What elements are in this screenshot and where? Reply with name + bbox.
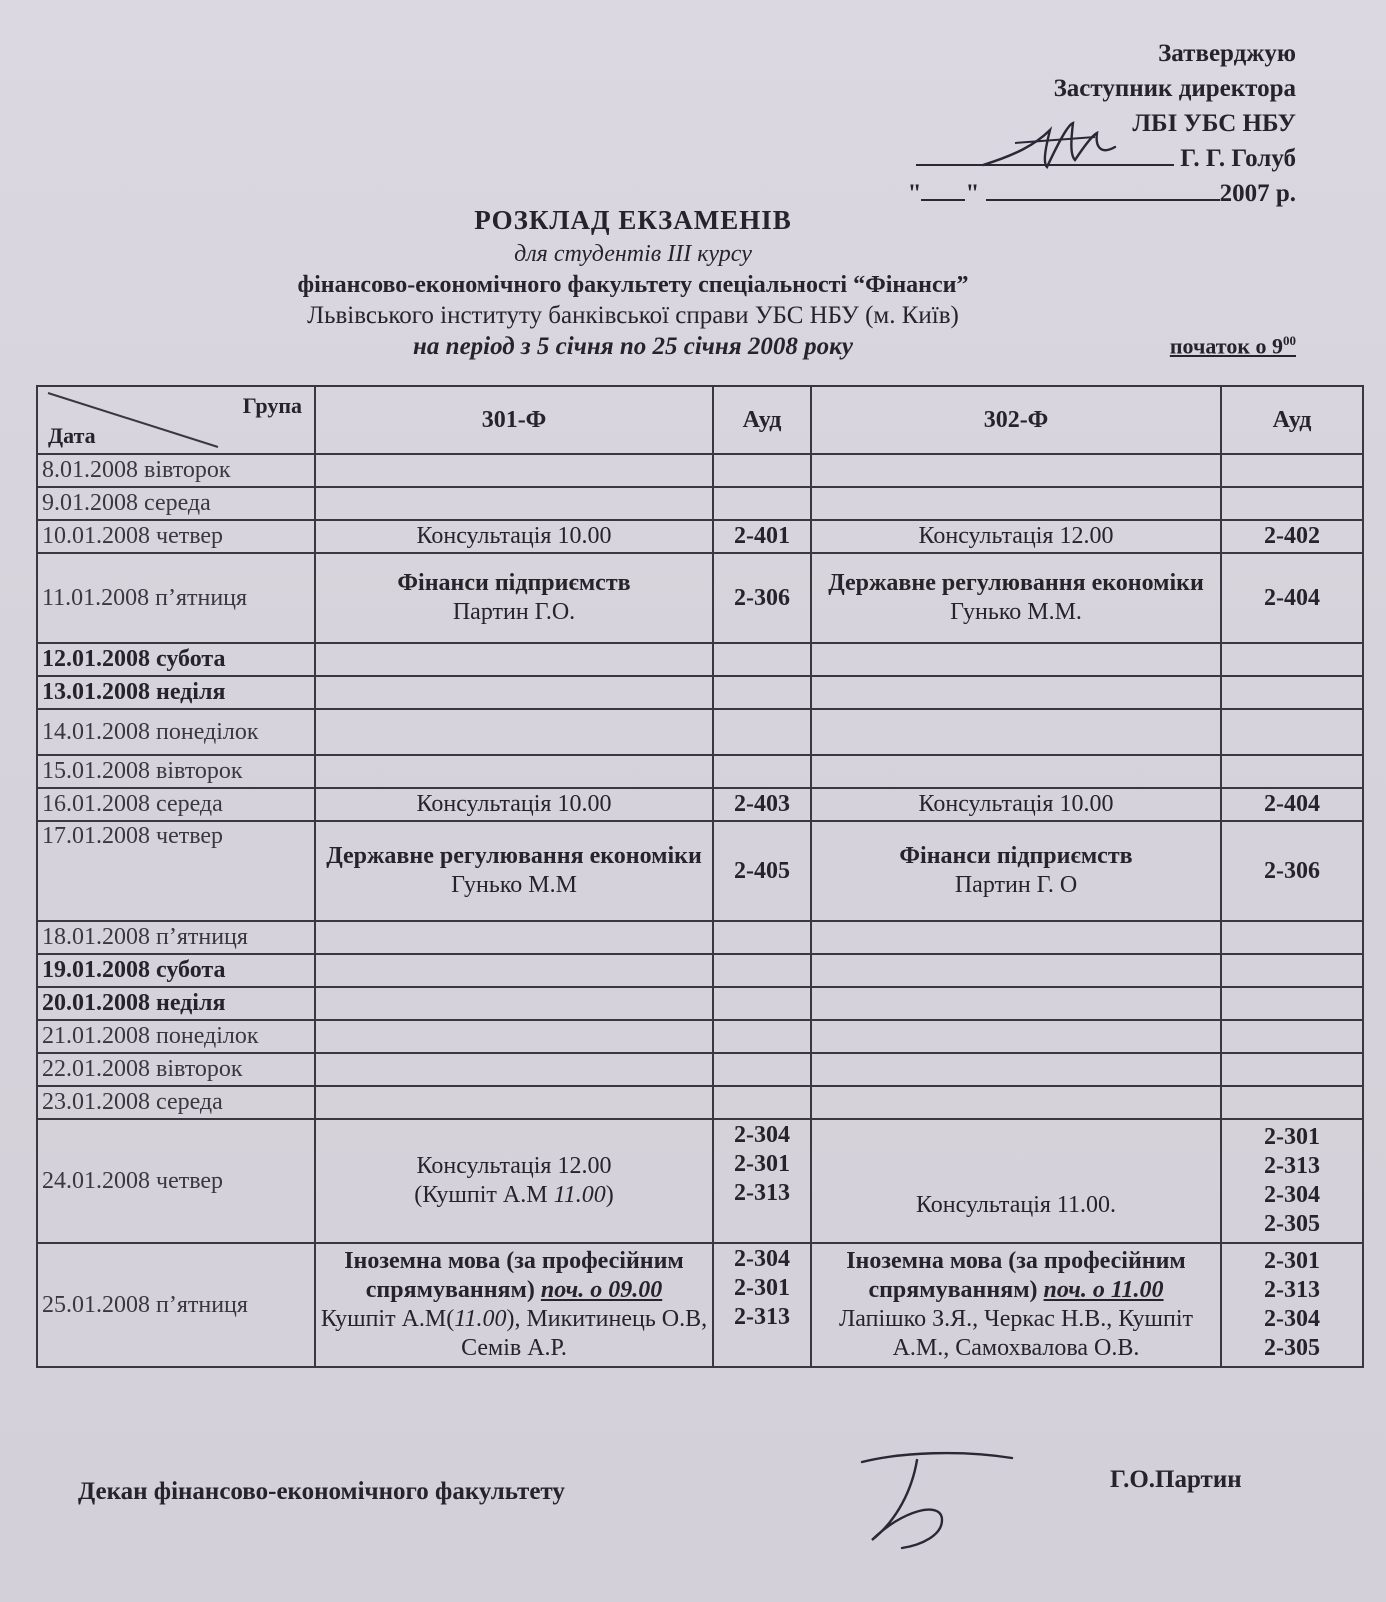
group2-cell: Консультація 11.00.	[811, 1119, 1221, 1243]
room: 2-305	[1264, 1335, 1320, 1361]
consultation-note	[320, 1181, 708, 1210]
start-time-sup: 00	[1283, 333, 1296, 348]
row-date: 8.01.2008 вівторок	[37, 454, 315, 487]
room: 2-301	[734, 1151, 790, 1177]
exam-subject: Державне регулювання економіки	[828, 570, 1204, 596]
table-row	[37, 788, 1363, 821]
group2-cell: Консультація 10.00	[811, 788, 1221, 821]
table-row	[37, 709, 1363, 755]
aud1-cell: 2-403	[713, 788, 811, 821]
row-date: 21.01.2008 понеділок	[37, 1020, 315, 1053]
subject-text: Іноземна мова (за професійним спрямуванням)	[846, 1248, 1186, 1303]
table-row	[37, 454, 1363, 487]
approval-line1: Затверджую	[1158, 40, 1296, 67]
table-row	[37, 1020, 1363, 1053]
aud2-cell	[1221, 1119, 1363, 1243]
teacher-part: Кушпіт А.М(	[320, 1306, 455, 1332]
table-row	[37, 987, 1363, 1020]
group1-cell	[315, 821, 713, 921]
room: 2-304	[1264, 1306, 1320, 1332]
room: 2-305	[1264, 1211, 1320, 1237]
group1-cell: Консультація 10.00	[315, 788, 713, 821]
row-date: 15.01.2008 вівторок	[37, 755, 315, 788]
room: 2-313	[734, 1180, 790, 1206]
table-row	[37, 553, 1363, 643]
exam-subject: Фінанси підприємств	[397, 570, 631, 596]
row-date: 16.01.2008 середа	[37, 788, 315, 821]
row-date: 24.01.2008 четвер	[37, 1119, 315, 1243]
table-row	[37, 1119, 1363, 1243]
exam-teachers	[320, 1305, 708, 1363]
aud2-cell: 2-306	[1221, 821, 1363, 921]
exam-teachers: Лапішко З.Я., Черкас Н.В., Кушпіт А.М., Самохвалова О.В.	[839, 1306, 1193, 1361]
header-aud2: Ауд	[1221, 386, 1363, 454]
row-date: 25.01.2008 п’ятниця	[37, 1243, 315, 1367]
period-line: на період з 5 січня по 25 січня 2008 року	[413, 333, 853, 360]
date-day-blank	[921, 177, 965, 201]
table-row	[37, 1053, 1363, 1086]
table-row	[37, 643, 1363, 676]
row-date: 9.01.2008 середа	[37, 487, 315, 520]
table-row	[37, 1086, 1363, 1119]
start-time-label: початок о 9	[1169, 333, 1283, 359]
table-row	[37, 954, 1363, 987]
subject-text: Іноземна мова (за професійним спрямуванням)	[344, 1248, 684, 1303]
header-group2: 302-Ф	[811, 386, 1221, 454]
group1-cell	[315, 1119, 713, 1243]
dean-name: Г.О.Партин	[1110, 1466, 1242, 1493]
institute-line: Львівського інституту банківської справи УБС НБУ (м. Київ)	[307, 302, 959, 329]
students-line: для студентів III курсу	[514, 241, 752, 267]
room: 2-313	[1264, 1277, 1320, 1303]
group1-cell: Консультація 10.00	[315, 520, 713, 553]
note-time: 11.00	[553, 1182, 606, 1208]
exam-start-time: поч. о 09.00	[540, 1277, 663, 1303]
room: 2-301	[1264, 1248, 1320, 1274]
note-part: (Кушпіт А.М	[414, 1182, 554, 1208]
table-row	[37, 921, 1363, 954]
row-date: 13.01.2008 неділя	[37, 676, 315, 709]
table-header-row	[37, 386, 1363, 454]
exam-subject	[320, 1247, 708, 1305]
aud1-cell	[713, 1119, 811, 1243]
row-date: 23.01.2008 середа	[37, 1086, 315, 1119]
room: 2-313	[1264, 1153, 1320, 1179]
group2-cell: Консультація 12.00	[811, 520, 1221, 553]
header-date-label: Дата	[48, 423, 96, 448]
header-group-label: Група	[242, 393, 302, 418]
room: 2-301	[1264, 1124, 1320, 1150]
exam-schedule-table	[36, 385, 1364, 1368]
header-diagonal-cell	[37, 386, 315, 454]
aud2-cell: 2-404	[1221, 553, 1363, 643]
table-row	[37, 520, 1363, 553]
header-group1: 301-Ф	[315, 386, 713, 454]
row-date: 17.01.2008 четвер	[37, 821, 315, 921]
group2-cell	[811, 821, 1221, 921]
row-date: 10.01.2008 четвер	[37, 520, 315, 553]
quote-open: "	[907, 180, 922, 207]
quote-close: "	[965, 180, 980, 207]
table-row	[37, 755, 1363, 788]
row-date: 22.01.2008 вівторок	[37, 1053, 315, 1086]
table-row	[37, 821, 1363, 921]
exam-subject: Фінанси підприємств	[899, 843, 1133, 869]
teacher-time: 11.00	[454, 1306, 507, 1332]
exam-teacher: Гунько М.М.	[950, 599, 1082, 625]
header-aud1: Ауд	[713, 386, 811, 454]
exam-subject: Державне регулювання економіки	[326, 843, 702, 869]
aud2-cell: 2-404	[1221, 788, 1363, 821]
approval-line2: Заступник директора	[1053, 75, 1296, 102]
row-date: 20.01.2008 неділя	[37, 987, 315, 1020]
approval-name: Г. Г. Голуб	[1180, 145, 1296, 172]
room: 2-313	[734, 1304, 790, 1330]
row-date: 19.01.2008 субота	[37, 954, 315, 987]
room: 2-304	[734, 1122, 790, 1148]
exam-start-time: поч. о 11.00	[1043, 1277, 1164, 1303]
table-row	[37, 676, 1363, 709]
document-heading: РОЗКЛАД ЕКЗАМЕНІВ	[474, 205, 792, 235]
aud1-cell	[713, 1243, 811, 1367]
group1-cell	[315, 1243, 713, 1367]
group2-cell	[811, 1243, 1221, 1367]
consultation-text: Консультація 12.00	[416, 1153, 612, 1179]
approver-signature	[975, 115, 1135, 185]
dean-title: Декан фінансово-економічного факультету	[78, 1478, 565, 1505]
room: 2-304	[1264, 1182, 1320, 1208]
aud2-cell: 2-402	[1221, 520, 1363, 553]
row-date: 12.01.2008 субота	[37, 643, 315, 676]
group2-cell	[811, 553, 1221, 643]
aud2-cell	[1221, 1243, 1363, 1367]
exam-subject	[816, 1247, 1216, 1305]
exam-teacher: Партин Г. О	[954, 872, 1078, 898]
approval-year: 2007 р.	[1219, 180, 1296, 207]
faculty-line: фінансово-економічного факультету спеціальності “Фінанси”	[297, 272, 969, 298]
room: 2-301	[734, 1275, 790, 1301]
row-date: 11.01.2008 п’ятниця	[37, 553, 315, 643]
aud1-cell: 2-306	[713, 553, 811, 643]
start-time	[1170, 333, 1296, 359]
row-date: 14.01.2008 понеділок	[37, 709, 315, 755]
row-date: 18.01.2008 п’ятниця	[37, 921, 315, 954]
exam-teacher: Партин Г.О.	[452, 599, 576, 625]
teacher-part: ), Микитинець О.В, Семів А.Р.	[461, 1306, 708, 1361]
group1-cell	[315, 553, 713, 643]
exam-teacher: Гунько М.М	[451, 872, 577, 898]
approval-line3: ЛБІ УБС НБУ	[1132, 110, 1296, 137]
table-row	[37, 487, 1363, 520]
aud1-cell: 2-401	[713, 520, 811, 553]
dean-signature	[842, 1440, 1022, 1560]
table-row	[37, 1243, 1363, 1367]
aud1-cell: 2-405	[713, 821, 811, 921]
note-part: )	[605, 1182, 614, 1208]
room: 2-304	[734, 1246, 790, 1272]
